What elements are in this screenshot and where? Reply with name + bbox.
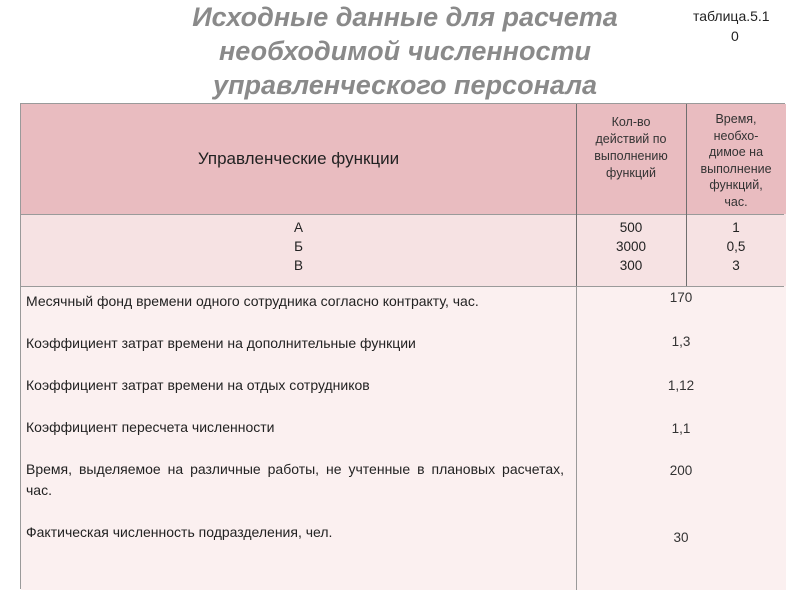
data-table [20, 103, 785, 589]
actions-count-value: 3000 [615, 239, 647, 254]
title-line: Исходные данные для расчета [192, 2, 618, 32]
parameter-value: 30 [673, 530, 689, 545]
header-functions-label: Управленческие функции [197, 149, 400, 168]
header-line: функций, [709, 178, 763, 192]
time-required-value: 3 [732, 258, 740, 273]
column-divider [686, 104, 687, 286]
time-required-value: 1 [732, 220, 740, 235]
header-line: действий по [595, 132, 667, 146]
parameter-label: Коэффициент затрат времени на дополнительные функции [26, 335, 416, 351]
parameter-value: 200 [669, 463, 693, 478]
parameter-label: Коэффициент пересчета численности [26, 419, 275, 435]
parameter-label: Месячный фонд времени одного сотрудника согласно контракту, час. [26, 293, 479, 309]
header-actions-count [576, 104, 686, 214]
header-time-required [686, 104, 786, 214]
title-line: необходимой численности [218, 36, 591, 66]
header-line: функций [606, 166, 656, 180]
parameters-values-cell [576, 286, 786, 590]
parameter-label: Фактическая численность подразделения, чел. [26, 524, 333, 540]
header-line: выполнению [594, 149, 668, 163]
table-number-line: 0 [731, 28, 739, 44]
table-number-line: таблица.5.1 [693, 8, 770, 24]
actions-count-value: 300 [619, 258, 643, 273]
actions-count-cell [576, 214, 686, 286]
time-required-cell [686, 214, 786, 286]
column-divider [576, 104, 577, 286]
actions-count-value: 500 [619, 220, 643, 235]
function-names-cell [21, 214, 576, 286]
parameter-value: 170 [669, 290, 693, 305]
parameter-value: 1,3 [671, 334, 691, 349]
header-line: час. [724, 194, 748, 209]
row-divider [21, 214, 784, 215]
function-name: В [293, 258, 303, 273]
parameter-label: Время, выделяемое на различные работы, не учтенные в плановых расчетах, час. [26, 461, 564, 498]
parameter-value: 1,1 [671, 421, 691, 436]
table-number [693, 6, 783, 46]
header-functions [21, 104, 576, 214]
header-line: димое на [708, 145, 764, 159]
header-line: выполнение [700, 161, 772, 176]
time-required-value: 0,5 [726, 239, 746, 254]
parameters-labels-cell [21, 286, 576, 590]
header-line: Кол-во [611, 115, 651, 129]
column-divider [576, 286, 577, 590]
function-name: А [293, 220, 303, 235]
header-line: Время, [715, 112, 757, 126]
function-name: Б [294, 239, 303, 254]
header-line: необхо- [713, 128, 759, 143]
row-divider [21, 286, 784, 287]
title-line: управленческого персонала [212, 70, 598, 100]
parameter-value: 1,12 [667, 378, 695, 393]
page-title [150, 0, 660, 100]
parameter-label: Коэффициент затрат времени на отдых сотрудников [26, 377, 370, 393]
